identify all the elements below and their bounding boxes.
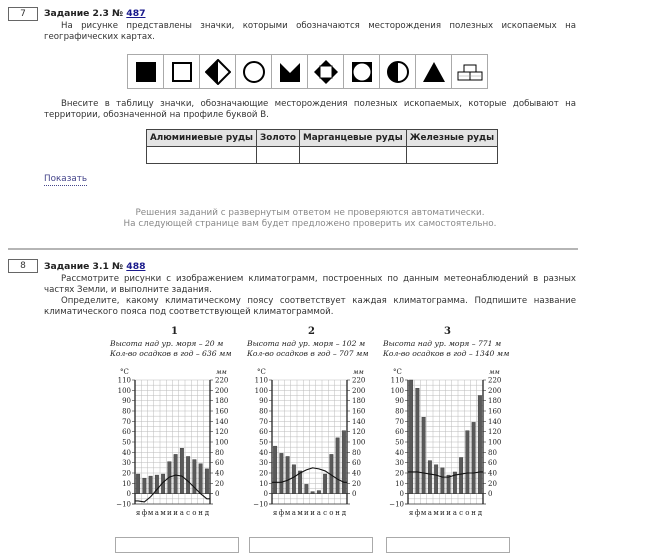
- svg-text:180: 180: [352, 397, 366, 406]
- svg-text:и: и: [173, 509, 178, 517]
- svg-text:100: 100: [352, 438, 366, 447]
- svg-text:10: 10: [122, 479, 131, 488]
- svg-text:100: 100: [488, 438, 502, 447]
- svg-text:20: 20: [122, 469, 131, 478]
- svg-text:а: а: [427, 509, 432, 517]
- svg-text:мм: мм: [353, 368, 364, 376]
- svg-text:20: 20: [488, 479, 497, 488]
- table-header-gold: Золото: [257, 130, 300, 147]
- svg-text:80: 80: [488, 448, 497, 457]
- svg-text:50: 50: [395, 438, 404, 447]
- svg-text:0: 0: [263, 490, 268, 499]
- svg-text:°C: °C: [393, 368, 402, 376]
- svg-text:10: 10: [259, 479, 268, 488]
- brick-stack-icon: [452, 55, 487, 88]
- svg-text:20: 20: [215, 479, 224, 488]
- climatogram-number: 3: [444, 326, 451, 337]
- climatogram-chart: [381, 364, 516, 524]
- show-answer-link[interactable]: Показать: [44, 174, 88, 184]
- climatogram-number: 1: [171, 326, 178, 337]
- svg-text:я: я: [272, 509, 278, 517]
- svg-text:80: 80: [259, 407, 268, 416]
- climatogram-info: Высота над ур. моря – 771 м Кол-во осадков в год – 1340 мм: [383, 339, 510, 358]
- svg-text:20: 20: [259, 469, 268, 478]
- svg-text:и: и: [440, 509, 445, 517]
- svg-text:40: 40: [259, 448, 268, 457]
- svg-text:−10: −10: [253, 500, 268, 509]
- svg-text:д: д: [341, 509, 347, 517]
- svg-text:180: 180: [215, 397, 229, 406]
- svg-text:60: 60: [352, 459, 361, 468]
- climatogram-number: 2: [308, 326, 315, 337]
- task-paragraph-1: Рассмотрите рисунки с изображением климатограмм, построенных по данным метеонаблюдений в разных частях Земли, и выполните задания.: [44, 274, 576, 295]
- svg-text:200: 200: [488, 386, 502, 395]
- task-title: [44, 261, 145, 272]
- diamond-in-square-icon: [308, 55, 344, 88]
- svg-text:70: 70: [395, 417, 404, 426]
- table-header-iron: Железные руды: [406, 130, 497, 147]
- svg-text:80: 80: [215, 448, 224, 457]
- climatogram-chart: [245, 364, 380, 524]
- svg-text:н: н: [198, 509, 203, 517]
- climatogram-3: [381, 324, 516, 524]
- svg-text:20: 20: [395, 469, 404, 478]
- svg-text:40: 40: [488, 469, 497, 478]
- svg-text:160: 160: [352, 407, 366, 416]
- task-divider: [8, 248, 578, 250]
- svg-text:м: м: [284, 509, 291, 517]
- task-instruction: Внесите в таблицу значки, обозначающие месторождения полезных ископаемых, которые добывают на территории, обозначенной на профиле буквой В.: [44, 99, 576, 120]
- svg-text:ф: ф: [414, 509, 421, 517]
- svg-text:70: 70: [259, 417, 268, 426]
- svg-text:с: с: [459, 509, 464, 517]
- svg-text:0: 0: [488, 490, 493, 499]
- svg-text:60: 60: [259, 428, 268, 437]
- svg-text:0: 0: [352, 490, 357, 499]
- svg-text:°C: °C: [257, 368, 266, 376]
- svg-text:д: д: [204, 509, 210, 517]
- svg-text:60: 60: [395, 428, 404, 437]
- svg-text:ф: ф: [141, 509, 148, 517]
- svg-text:н: н: [471, 509, 476, 517]
- svg-text:110: 110: [117, 376, 131, 385]
- svg-text:о: о: [192, 509, 197, 517]
- climate-zone-answer-1[interactable]: [115, 537, 239, 553]
- table-cell-aluminium[interactable]: [147, 147, 257, 164]
- svg-text:140: 140: [488, 417, 502, 426]
- auto-check-note-line2: На следующей странице вам будет предложено проверить их самостоятельно.: [123, 219, 497, 229]
- svg-text:−10: −10: [389, 500, 404, 509]
- half-filled-diamond-icon: [200, 55, 236, 88]
- climatogram-info: Высота над ур. моря – 102 м Кол-во осадков в год – 707 мм: [247, 339, 369, 358]
- svg-text:70: 70: [122, 417, 131, 426]
- svg-text:120: 120: [215, 428, 229, 437]
- task-intro: На рисунке представлены значки, которыми обозначаются месторождения полезных ископаемых на географических картах.: [44, 21, 576, 42]
- svg-text:80: 80: [352, 448, 361, 457]
- svg-text:60: 60: [122, 428, 131, 437]
- svg-text:120: 120: [352, 428, 366, 437]
- svg-text:160: 160: [215, 407, 229, 416]
- svg-text:м: м: [297, 509, 303, 517]
- task-title-prefix: Задание 2.3 №: [44, 8, 127, 19]
- svg-text:50: 50: [259, 438, 268, 447]
- svg-text:30: 30: [259, 459, 268, 468]
- circle-in-filled-square-icon: [344, 55, 380, 88]
- m-shape-icon: [272, 55, 308, 88]
- svg-text:90: 90: [395, 397, 404, 406]
- svg-text:40: 40: [352, 469, 361, 478]
- svg-text:100: 100: [254, 386, 268, 395]
- svg-text:мм: мм: [216, 368, 227, 376]
- svg-text:10: 10: [395, 479, 404, 488]
- svg-text:а: а: [179, 509, 184, 517]
- svg-text:и: и: [446, 509, 451, 517]
- hollow-square-icon: [164, 55, 200, 88]
- table-cell-iron[interactable]: [406, 147, 497, 164]
- table-header-manganese: Марганцевые руды: [299, 130, 406, 147]
- table-cell-manganese[interactable]: [299, 147, 406, 164]
- climatogram-chart: [108, 364, 243, 524]
- task-title: [44, 8, 145, 19]
- svg-text:110: 110: [390, 376, 404, 385]
- svg-text:а: а: [154, 509, 159, 517]
- svg-text:н: н: [335, 509, 340, 517]
- svg-text:120: 120: [488, 428, 502, 437]
- svg-text:°C: °C: [120, 368, 129, 376]
- climatogram-2: [245, 324, 380, 524]
- svg-text:180: 180: [488, 397, 502, 406]
- svg-text:90: 90: [259, 397, 268, 406]
- svg-text:ф: ф: [278, 509, 285, 517]
- svg-text:а: а: [452, 509, 457, 517]
- auto-check-note-line1: Решения заданий с развернутым ответом не проверяются автоматически.: [135, 208, 485, 218]
- svg-text:140: 140: [352, 417, 366, 426]
- table-header-aluminium: Алюминиевые руды: [147, 130, 257, 147]
- task-link[interactable]: 487: [126, 8, 146, 19]
- svg-text:40: 40: [215, 469, 224, 478]
- climatogram-info: Высота над ур. моря – 20 м Кол-во осадков в год – 636 мм: [110, 339, 232, 358]
- ores-answer-table: [146, 129, 498, 164]
- svg-text:220: 220: [215, 376, 229, 385]
- svg-text:200: 200: [215, 386, 229, 395]
- svg-text:с: с: [186, 509, 191, 517]
- climatogram-1: [108, 324, 243, 524]
- svg-text:80: 80: [395, 407, 404, 416]
- svg-text:0: 0: [126, 490, 131, 499]
- svg-text:с: с: [323, 509, 328, 517]
- half-filled-circle-icon: [380, 55, 416, 88]
- svg-text:140: 140: [215, 417, 229, 426]
- svg-text:50: 50: [122, 438, 131, 447]
- svg-text:220: 220: [352, 376, 366, 385]
- svg-text:а: а: [316, 509, 321, 517]
- svg-text:и: и: [310, 509, 315, 517]
- svg-text:30: 30: [122, 459, 131, 468]
- climate-zone-answer-3[interactable]: [386, 537, 510, 553]
- svg-text:100: 100: [390, 386, 404, 395]
- hollow-circle-icon: [236, 55, 272, 88]
- task-paragraph-2: Определите, какому климатическому поясу соответствует каждая климатограмма. Подпишите название климатического пояса под соответствующей климатограммой.: [44, 296, 576, 317]
- svg-text:110: 110: [254, 376, 268, 385]
- svg-text:м: м: [160, 509, 166, 517]
- svg-text:40: 40: [122, 448, 131, 457]
- task-number-badge: 7: [8, 7, 38, 21]
- svg-text:160: 160: [488, 407, 502, 416]
- svg-text:д: д: [477, 509, 483, 517]
- table-cell-gold[interactable]: [257, 147, 300, 164]
- svg-text:60: 60: [215, 459, 224, 468]
- svg-text:0: 0: [399, 490, 404, 499]
- svg-text:20: 20: [352, 479, 361, 488]
- svg-text:и: и: [304, 509, 309, 517]
- svg-text:о: о: [465, 509, 470, 517]
- svg-text:а: а: [291, 509, 296, 517]
- svg-text:0: 0: [215, 490, 220, 499]
- svg-text:я: я: [408, 509, 414, 517]
- task-number-badge: 8: [8, 259, 38, 273]
- svg-text:м: м: [420, 509, 427, 517]
- svg-text:30: 30: [395, 459, 404, 468]
- svg-text:80: 80: [122, 407, 131, 416]
- svg-text:−10: −10: [116, 500, 131, 509]
- mineral-symbols-strip: [127, 54, 488, 89]
- svg-text:90: 90: [122, 397, 131, 406]
- svg-text:220: 220: [488, 376, 502, 385]
- svg-text:40: 40: [395, 448, 404, 457]
- svg-text:м: м: [147, 509, 154, 517]
- svg-text:и: и: [167, 509, 172, 517]
- filled-triangle-icon: [416, 55, 452, 88]
- filled-square-icon: [128, 55, 164, 88]
- climate-zone-answer-2[interactable]: [249, 537, 373, 553]
- svg-text:200: 200: [352, 386, 366, 395]
- svg-text:мм: мм: [489, 368, 500, 376]
- task-link[interactable]: 488: [126, 261, 146, 272]
- svg-text:о: о: [329, 509, 334, 517]
- task-title-prefix: Задание 3.1 №: [44, 261, 127, 272]
- svg-text:100: 100: [117, 386, 131, 395]
- svg-text:я: я: [135, 509, 141, 517]
- svg-text:60: 60: [488, 459, 497, 468]
- svg-text:100: 100: [215, 438, 229, 447]
- svg-text:м: м: [433, 509, 439, 517]
